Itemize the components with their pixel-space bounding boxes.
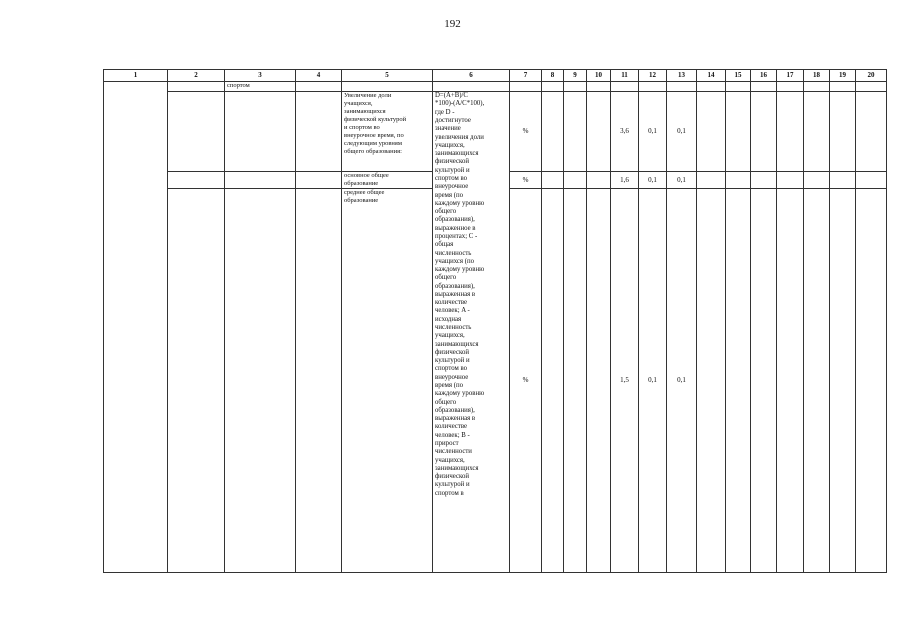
table-cell: [611, 82, 639, 92]
level-secondary-text: среднее общее образование: [344, 188, 385, 204]
level-cell: [342, 188, 433, 572]
header-cell: 10: [587, 70, 611, 82]
header-cell: 2: [168, 70, 225, 82]
table-cell: [542, 92, 564, 172]
page-number: 192: [444, 18, 461, 30]
value-cell: 0,1: [639, 92, 667, 172]
unit-cell: %: [510, 92, 542, 172]
table-cell: [542, 82, 564, 92]
table-cell: [225, 188, 296, 572]
table-cell: [751, 82, 777, 92]
table-cell: [104, 82, 168, 573]
table-cell: [564, 82, 587, 92]
table-cell: [564, 92, 587, 172]
table-cell: [168, 82, 225, 92]
header-cell: 20: [856, 70, 887, 82]
table-cell: [804, 92, 830, 172]
unit-cell: %: [510, 188, 542, 572]
table-cell: [726, 188, 751, 572]
continuation-text: спортом: [225, 82, 296, 92]
formula-cell: [433, 92, 510, 573]
table-cell: [296, 92, 342, 172]
header-cell: 13: [667, 70, 697, 82]
value-cell: 0,1: [639, 188, 667, 572]
table-cell: [587, 171, 611, 188]
indicator-cell: [342, 92, 433, 172]
table-cell: [639, 82, 667, 92]
table-cell: [751, 171, 777, 188]
formula-text: D=(A+B)/C *100)-(A/C*100), где D - достигнутое значение увеличения доли учащихся, занимающихся физической культурой и спортом во внеурочное время (по каждому уровню общего образования), выраженное в процентах; C - общая численность учащихся (по каждому уровню общего образования), выраженная в количестве человек; A - исходная численность учащихся, занимающихся физической культурой и спортом во внеурочное время (по каждому уровню общего образования), выраженная в количестве человек; B - прирост численности учащихся, занимающихся физической культурой и спортом в: [435, 92, 485, 497]
table-cell: [726, 82, 751, 92]
header-cell: 1: [104, 70, 168, 82]
table-cell: [587, 92, 611, 172]
table-cell: [830, 171, 856, 188]
table-cell: [777, 92, 804, 172]
value-cell: 3,6: [611, 92, 639, 172]
value-cell: 0,1: [639, 171, 667, 188]
table-cell: [542, 171, 564, 188]
header-cell: 16: [751, 70, 777, 82]
table-cell: [751, 188, 777, 572]
value-cell: 1,5: [611, 188, 639, 572]
table-cell: [726, 171, 751, 188]
table-cell: [542, 188, 564, 572]
table-cell: [564, 188, 587, 572]
table-cell: [296, 171, 342, 188]
header-cell: 17: [777, 70, 804, 82]
header-cell: 11: [611, 70, 639, 82]
unit-cell: %: [510, 171, 542, 188]
table-cell: [830, 82, 856, 92]
table-cell: [751, 92, 777, 172]
table-cell: [856, 188, 887, 572]
value-cell: 0,1: [667, 171, 697, 188]
table-cell: [510, 82, 542, 92]
table-cell: [564, 171, 587, 188]
indicators-table: [103, 69, 887, 573]
header-cell: 14: [697, 70, 726, 82]
table-cell: [433, 82, 510, 92]
table-cell: [856, 171, 887, 188]
value-cell: 1,6: [611, 171, 639, 188]
table-cell: [168, 188, 225, 572]
table-cell: [830, 188, 856, 572]
value-cell: 0,1: [667, 188, 697, 572]
table-cell: [830, 92, 856, 172]
header-cell: 19: [830, 70, 856, 82]
table-cell: [296, 82, 342, 92]
table-cell: [667, 82, 697, 92]
header-cell: 6: [433, 70, 510, 82]
table-cell: [804, 82, 830, 92]
header-cell: 9: [564, 70, 587, 82]
table-header-row: [104, 70, 887, 82]
level-cell: [342, 171, 433, 188]
table-cell: [777, 171, 804, 188]
table-cell: [587, 82, 611, 92]
table-row-continuation: [104, 82, 887, 92]
table-cell: [726, 92, 751, 172]
indicator-text: Увеличение доли учащихся, занимающихся физической культурой и спортом во внеурочное время, по следующим уровням общего образования:: [344, 92, 407, 155]
table-cell: [856, 82, 887, 92]
table-cell: [804, 171, 830, 188]
table-cell: [777, 188, 804, 572]
table-cell: [697, 171, 726, 188]
table-cell: [587, 188, 611, 572]
header-cell: 12: [639, 70, 667, 82]
header-cell: 4: [296, 70, 342, 82]
table-cell: [777, 82, 804, 92]
table-cell: [697, 92, 726, 172]
header-cell: 8: [542, 70, 564, 82]
table-cell: [856, 92, 887, 172]
header-cell: 18: [804, 70, 830, 82]
header-cell: 5: [342, 70, 433, 82]
header-cell: 3: [225, 70, 296, 82]
table-cell: [225, 171, 296, 188]
table-cell: [697, 188, 726, 572]
table-cell: [168, 92, 225, 172]
level-basic-text: основное общее образование: [344, 171, 389, 187]
header-cell: 7: [510, 70, 542, 82]
value-cell: 0,1: [667, 92, 697, 172]
table-cell: [342, 82, 433, 92]
table-cell: [697, 82, 726, 92]
table-cell: [296, 188, 342, 572]
table-row: [104, 92, 887, 172]
table-cell: [804, 188, 830, 572]
header-cell: 15: [726, 70, 751, 82]
table-cell: [168, 171, 225, 188]
table-cell: [225, 92, 296, 172]
